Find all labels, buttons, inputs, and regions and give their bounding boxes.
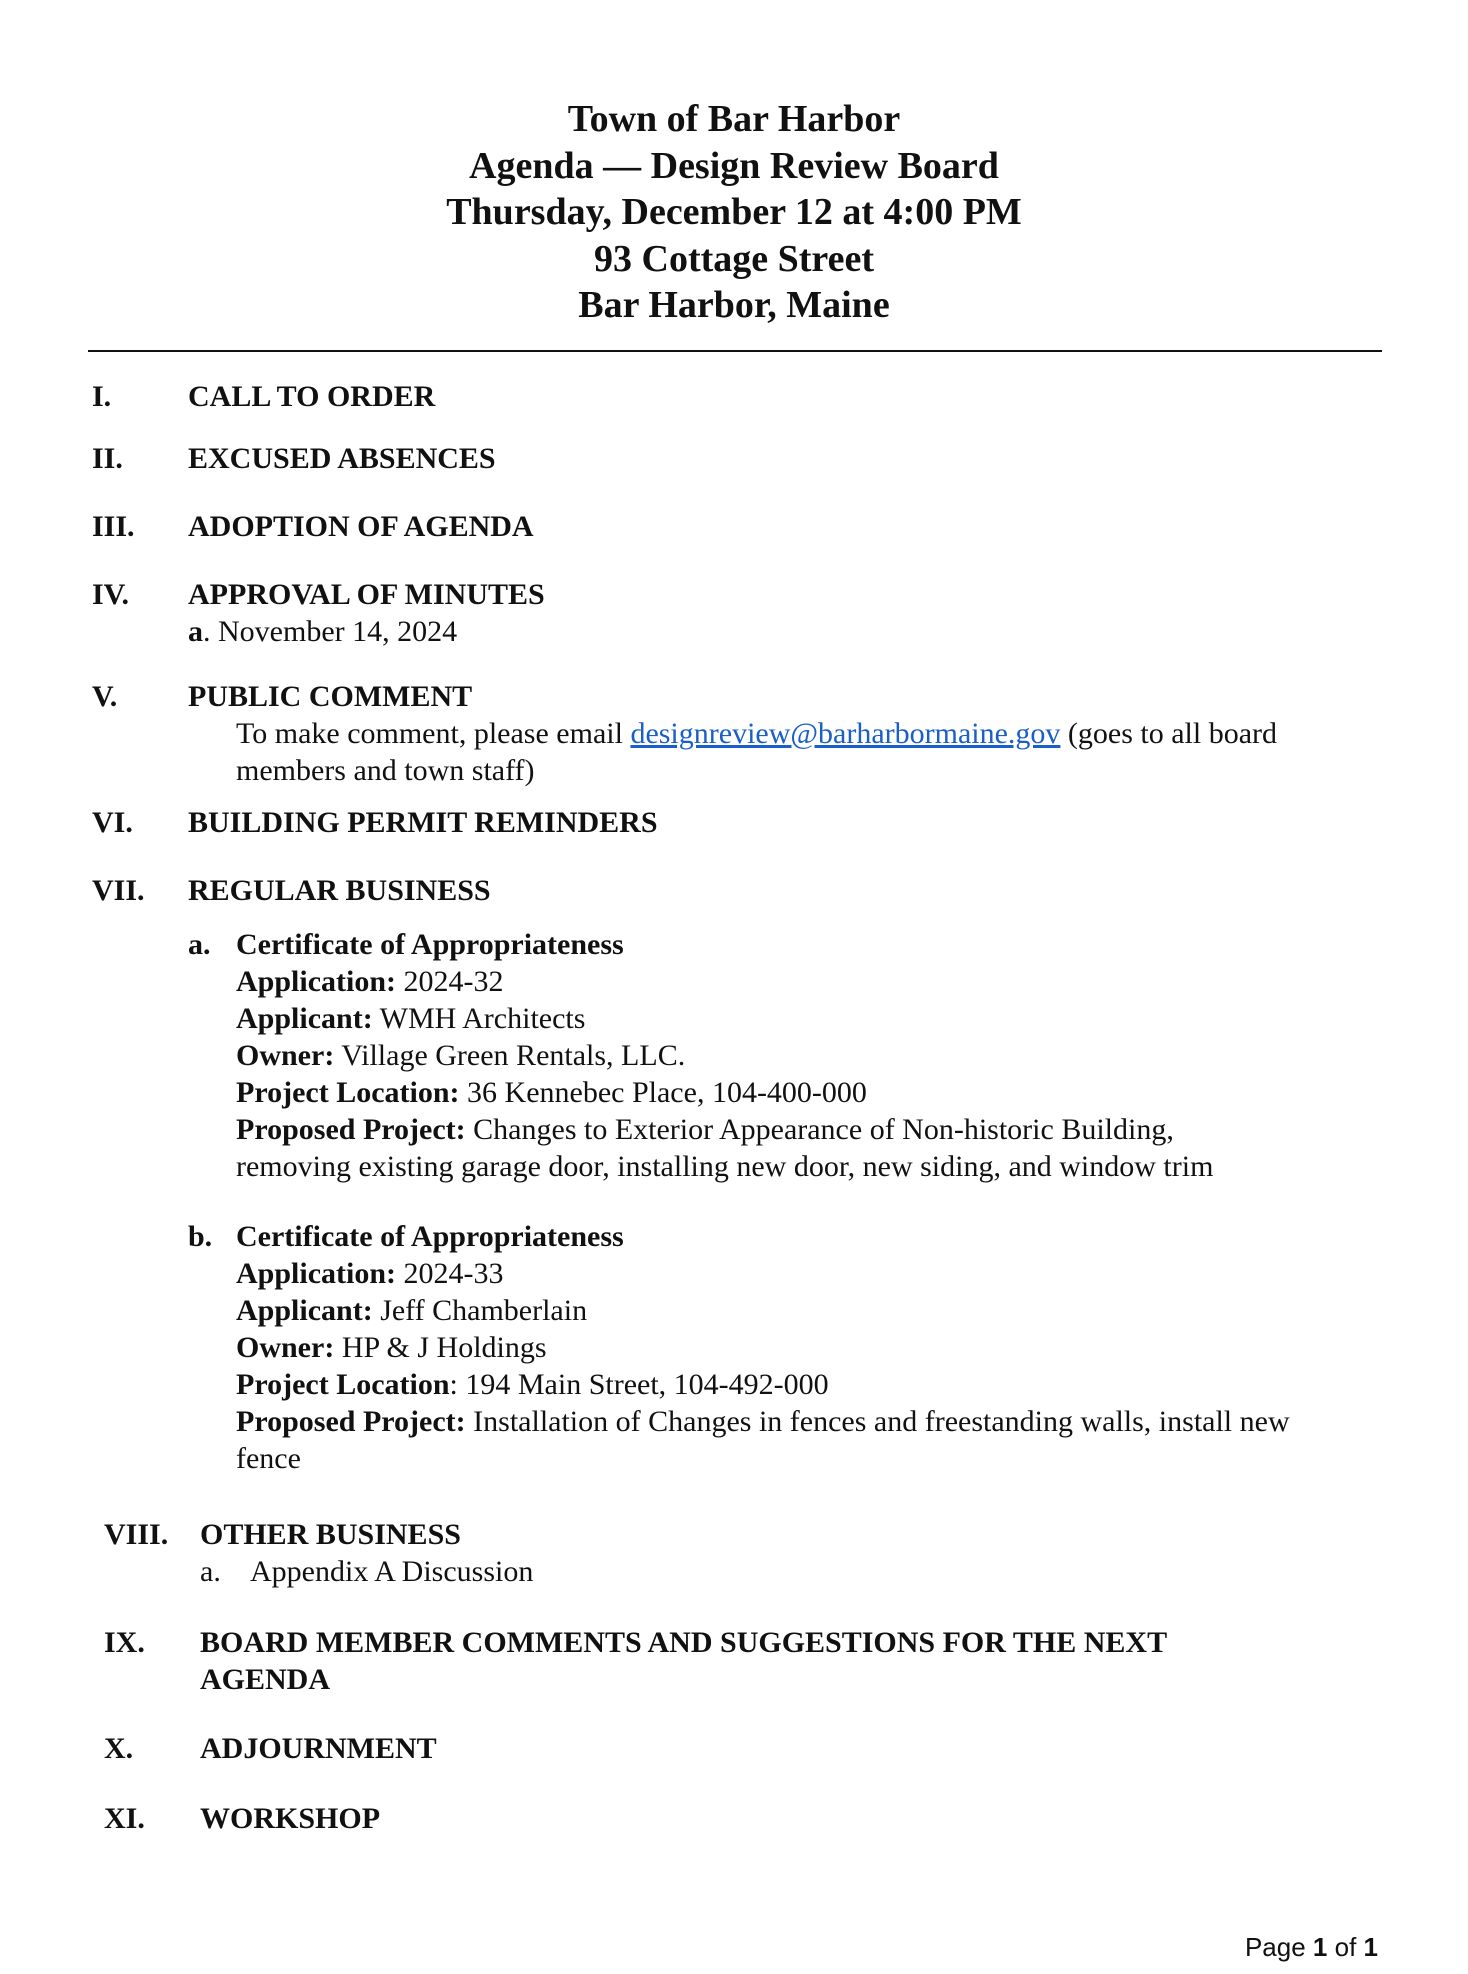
project-row-continued: fence (236, 1442, 301, 1475)
section-title: OTHER BUSINESS (200, 1518, 461, 1551)
owner-label: Owner: (236, 1331, 335, 1364)
section-title: WORKSHOP (200, 1802, 381, 1835)
section-building-permit-reminders (0, 804, 1468, 844)
item-letter: a. (188, 928, 211, 961)
owner-row (236, 1037, 685, 1074)
section-number: VI. (92, 806, 133, 839)
project-value: Changes to Exterior Appearance of Non-historic Building, (465, 1113, 1174, 1146)
document-header (0, 96, 1468, 329)
application-row (236, 963, 504, 1000)
section-title: BUILDING PERMIT REMINDERS (188, 806, 658, 839)
header-town: Town of Bar Harbor (567, 98, 901, 140)
section-title: PUBLIC COMMENT (188, 680, 473, 713)
application-value: 2024-32 (396, 965, 504, 998)
application-label: Application: (236, 1257, 397, 1290)
minutes-item-date: . November 14, 2024 (203, 615, 458, 648)
page-label: Page (1244, 1932, 1313, 1962)
page-number (1245, 1932, 1378, 1963)
total-pages: 1 (1363, 1932, 1378, 1962)
header-agenda-title: Agenda — Design Review Board (469, 144, 999, 187)
section-title: ADOPTION OF AGENDA (188, 510, 534, 543)
section-title: EXCUSED ABSENCES (188, 442, 496, 475)
item-heading: Certificate of Appropriateness (236, 928, 624, 961)
owner-value: Village Green Rentals, LLC. (334, 1039, 686, 1072)
current-page: 1 (1312, 1932, 1328, 1962)
owner-value: HP & J Holdings (334, 1331, 547, 1364)
section-number: VII. (92, 874, 145, 907)
owner-label: Owner: (236, 1039, 335, 1072)
section-public-comment (0, 678, 1468, 798)
business-item-b (0, 1218, 1468, 1478)
section-workshop (0, 1800, 1468, 1840)
section-number: II. (92, 442, 123, 475)
minutes-item-letter: a (188, 615, 203, 648)
project-value: Installation of Changes in fences and freestanding walls, install new (465, 1405, 1290, 1438)
section-title: BOARD MEMBER COMMENTS AND SUGGESTIONS FOR THE NEXT (200, 1626, 1168, 1659)
header-city-state: Bar Harbor, Maine (578, 284, 890, 326)
section-board-member-comments (0, 1624, 1468, 1704)
section-number: IX. (104, 1626, 145, 1659)
location-row (236, 1074, 867, 1111)
section-title: ADJOURNMENT (200, 1732, 437, 1765)
section-other-business (0, 1516, 1468, 1596)
public-comment-note: (goes to all board (1060, 717, 1278, 750)
other-business-item-letter: a. (200, 1555, 221, 1588)
applicant-row (236, 1292, 587, 1329)
location-label: Project Location (236, 1368, 450, 1401)
section-number: VIII. (104, 1518, 169, 1551)
application-label: Application: (236, 965, 397, 998)
section-title: REGULAR BUSINESS (188, 874, 491, 907)
section-adoption-of-agenda (0, 508, 1468, 548)
public-comment-text-line2: members and town staff) (236, 754, 535, 787)
section-approval-of-minutes (0, 576, 1468, 656)
section-excused-absences (0, 440, 1468, 480)
section-title: APPROVAL OF MINUTES (188, 578, 545, 611)
project-row (236, 1111, 1174, 1148)
item-heading: Certificate of Appropriateness (236, 1220, 624, 1253)
location-row (236, 1366, 829, 1403)
section-title-continued: AGENDA (200, 1663, 331, 1696)
header-date-time: Thursday, December 12 at 4:00 PM (446, 191, 1022, 233)
location-label: Project Location: (236, 1076, 460, 1109)
project-label: Proposed Project: (236, 1113, 466, 1146)
other-business-item-text: Appendix A Discussion (250, 1555, 534, 1588)
project-row (236, 1403, 1290, 1440)
header-address: 93 Cottage Street (594, 237, 874, 280)
item-letter: b. (188, 1220, 213, 1253)
minutes-item (188, 613, 457, 650)
section-regular-business (0, 872, 1468, 912)
location-value: 36 Kennebec Place, 104-400-000 (459, 1076, 867, 1109)
header-divider (88, 350, 1382, 352)
section-title: CALL TO ORDER (188, 380, 436, 413)
section-number: XI. (104, 1802, 145, 1835)
section-number: IV. (92, 578, 129, 611)
section-number: I. (92, 380, 112, 413)
application-value: 2024-33 (396, 1257, 504, 1290)
email-link[interactable]: designreview@barharbormaine.gov (630, 717, 1061, 750)
public-comment-text (236, 715, 1277, 752)
location-value: : 194 Main Street, 104-492-000 (449, 1368, 829, 1401)
applicant-row (236, 1000, 585, 1037)
business-item-a (0, 926, 1468, 1186)
public-comment-intro: To make comment, please email (236, 717, 631, 750)
of-label: of (1327, 1932, 1364, 1962)
application-row (236, 1255, 504, 1292)
applicant-value: Jeff Chamberlain (372, 1294, 588, 1327)
applicant-label: Applicant: (236, 1294, 373, 1327)
project-row-continued: removing existing garage door, installing new door, new siding, and window trim (236, 1150, 1214, 1183)
owner-row (236, 1329, 547, 1366)
section-number: V. (92, 680, 118, 713)
section-number: X. (104, 1732, 134, 1765)
section-number: III. (92, 510, 135, 543)
applicant-value: WMH Architects (372, 1002, 586, 1035)
applicant-label: Applicant: (236, 1002, 373, 1035)
project-label: Proposed Project: (236, 1405, 466, 1438)
section-adjournment (0, 1730, 1468, 1770)
section-call-to-order (0, 378, 1468, 418)
